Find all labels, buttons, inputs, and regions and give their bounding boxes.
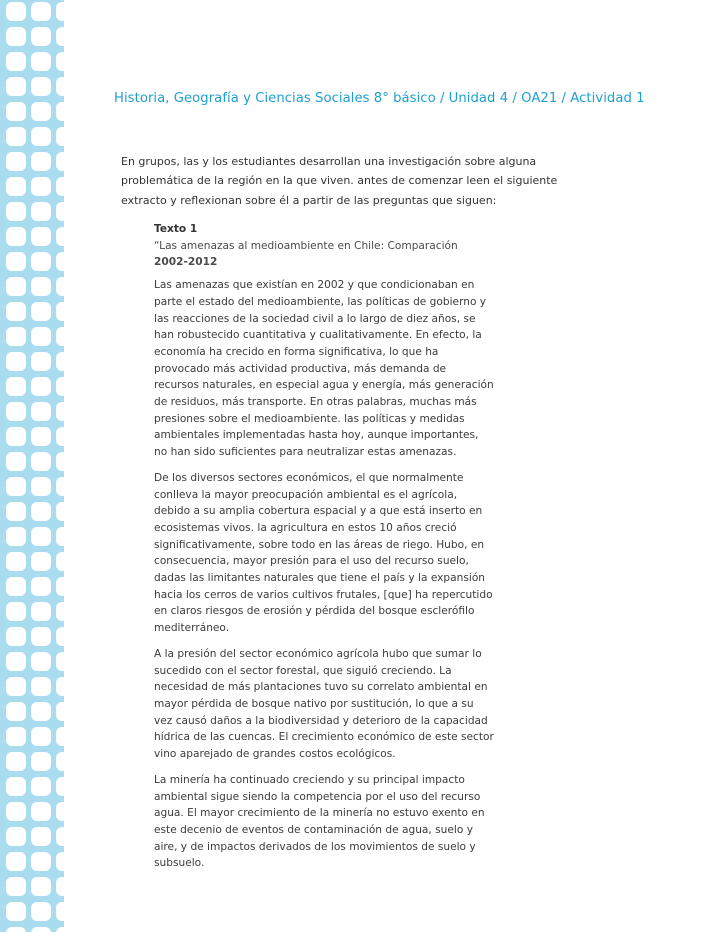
strip-square	[56, 752, 64, 771]
strip-square	[31, 927, 51, 932]
strip-square	[56, 227, 64, 246]
strip-square	[31, 577, 51, 596]
strip-square	[6, 627, 26, 646]
strip-square	[6, 102, 26, 121]
strip-square	[31, 477, 51, 496]
strip-square	[56, 252, 64, 271]
strip-square	[56, 402, 64, 421]
strip-square	[56, 502, 64, 521]
strip-square	[31, 427, 51, 446]
strip-square	[56, 802, 64, 821]
strip-square	[56, 677, 64, 696]
strip-square	[56, 627, 64, 646]
strip-square	[6, 452, 26, 471]
strip-square	[31, 227, 51, 246]
strip-square	[56, 127, 64, 146]
excerpt-paragraph: La minería ha continuado creciendo y su principal impacto ambiental sigue siendo la competencia por el uso del recurso agua. El mayor crecimiento de la minería no estuvo exento en este decenio de eventos de contaminación de agua, suelo y aire, y de impactos derivados de los movimientos de suelo y subsuelo.	[154, 773, 485, 870]
decorative-side-strip	[0, 0, 64, 932]
strip-square	[6, 802, 26, 821]
strip-square	[31, 302, 51, 321]
excerpt-paragraph: A la presión del sector económico agrícola hubo que sumar lo sucedido con el sector forestal, que siguió creciendo. La necesidad de más plantaciones tuvo su correlato ambiental en mayor pérdida de bosque nativo por sustitución, lo que a su vez causó daños a la biodiversidad y deterioro de la capacidad hídrica de las cuencas. El crecimiento económico de este sector vino aparejado de grandes costos ecológicos.	[154, 647, 494, 761]
intro-paragraph: En grupos, las y los estudiantes desarrollan una investigación sobre alguna problemática de la región en la que viven. antes de comenzar leen el siguiente extracto y reflexionan sobre él a partir de las preguntas que siguen:	[121, 155, 558, 207]
text-label: Texto 1	[154, 223, 198, 235]
strip-square	[6, 752, 26, 771]
strip-square	[6, 352, 26, 371]
strip-square	[6, 52, 26, 71]
strip-square	[31, 627, 51, 646]
strip-square	[56, 377, 64, 396]
strip-square	[6, 927, 26, 932]
strip-square	[6, 2, 26, 21]
strip-square	[6, 77, 26, 96]
strip-square	[31, 27, 51, 46]
strip-square	[56, 552, 64, 571]
strip-square	[56, 777, 64, 796]
breadcrumb: Historia, Geografía y Ciencias Sociales 8° básico / Unidad 4 / OA21 / Actividad 1	[114, 91, 645, 106]
strip-square	[31, 52, 51, 71]
strip-square	[6, 152, 26, 171]
strip-square	[56, 577, 64, 596]
strip-square	[31, 802, 51, 821]
strip-square	[31, 327, 51, 346]
strip-square	[31, 727, 51, 746]
strip-square	[56, 52, 64, 71]
strip-square	[31, 402, 51, 421]
strip-square	[31, 452, 51, 471]
text-excerpt	[154, 221, 494, 881]
instructions	[121, 152, 601, 210]
strip-square	[6, 502, 26, 521]
text-title-years: 2002-2012	[154, 256, 218, 269]
strip-square	[56, 652, 64, 671]
strip-square	[56, 452, 64, 471]
strip-square	[56, 877, 64, 896]
strip-square	[56, 852, 64, 871]
strip-square	[6, 402, 26, 421]
strip-square	[56, 152, 64, 171]
strip-square	[6, 577, 26, 596]
strip-square	[6, 827, 26, 846]
strip-square	[6, 652, 26, 671]
strip-square	[56, 477, 64, 496]
strip-square	[6, 877, 26, 896]
strip-square	[56, 427, 64, 446]
strip-square	[6, 327, 26, 346]
strip-square	[31, 77, 51, 96]
strip-square	[6, 27, 26, 46]
strip-square	[6, 177, 26, 196]
strip-square	[31, 152, 51, 171]
strip-square	[31, 277, 51, 296]
strip-square	[31, 677, 51, 696]
strip-square	[6, 852, 26, 871]
strip-square	[31, 877, 51, 896]
strip-square	[31, 127, 51, 146]
strip-square	[56, 902, 64, 921]
strip-square	[56, 27, 64, 46]
excerpt-paragraph: Las amenazas que existían en 2002 y que condicionaban en parte el estado del medioambiente, las políticas de gobierno y las reacciones de la sociedad civil a lo largo de diez años, se han robustecido cuantitativa y cualitativamente. En efecto, la economía ha crecido en forma significativa, lo que ha provocado más actividad productiva, más demanda de recursos naturales, en especial agua y energía, más generación de residuos, más transporte. En otras palabras, muchas más presiones sobre el medioambiente. las políticas y medidas ambientales implementadas hasta hoy, aunque importantes, no han sido suficientes para neutralizar estas amenazas.	[154, 279, 494, 459]
strip-square	[6, 202, 26, 221]
strip-square	[31, 2, 51, 21]
strip-square	[31, 252, 51, 271]
strip-square	[56, 302, 64, 321]
strip-square	[31, 852, 51, 871]
strip-square	[6, 477, 26, 496]
strip-square	[6, 552, 26, 571]
strip-square	[56, 727, 64, 746]
strip-square	[56, 202, 64, 221]
strip-square	[56, 827, 64, 846]
strip-square	[31, 527, 51, 546]
strip-square	[6, 227, 26, 246]
strip-square	[31, 652, 51, 671]
strip-square	[31, 602, 51, 621]
strip-square	[56, 277, 64, 296]
strip-square	[6, 302, 26, 321]
text-title: “Las amenazas al medioambiente en Chile: Comparación	[154, 239, 458, 252]
strip-square	[56, 102, 64, 121]
strip-square	[6, 277, 26, 296]
strip-square	[6, 677, 26, 696]
strip-square	[56, 2, 64, 21]
strip-square	[56, 327, 64, 346]
strip-square	[31, 902, 51, 921]
strip-square	[56, 352, 64, 371]
strip-square	[31, 177, 51, 196]
strip-square	[31, 777, 51, 796]
excerpt-paragraph: De los diversos sectores económicos, el que normalmente conlleva la mayor preocupación ambiental es el agrícola, debido a su amplia cobertura espacial y a que está inserto en ecosistemas vivos. la agricultura en estos 10 años creció significativamente, sobre todo en las áreas de riego. Hubo, en consecuencia, mayor presión para el uso del recurso suelo, dadas las limitantes naturales que tiene el país y la expansión hacia los cerros de varios cultivos frutales, [que] ha repercutido en claros riesgos de erosión y pérdida del bosque esclerófilo mediterráneo.	[154, 471, 493, 635]
strip-square	[56, 927, 64, 932]
strip-square	[6, 902, 26, 921]
strip-square	[31, 102, 51, 121]
strip-square	[6, 777, 26, 796]
strip-square	[31, 352, 51, 371]
strip-square	[31, 502, 51, 521]
strip-square	[31, 752, 51, 771]
strip-square	[6, 427, 26, 446]
strip-square	[56, 702, 64, 721]
strip-square	[56, 77, 64, 96]
strip-square	[31, 552, 51, 571]
strip-square	[6, 127, 26, 146]
strip-square	[56, 527, 64, 546]
strip-square	[6, 727, 26, 746]
strip-square	[6, 602, 26, 621]
strip-square	[56, 177, 64, 196]
strip-square	[6, 527, 26, 546]
strip-square	[31, 827, 51, 846]
strip-square	[31, 202, 51, 221]
strip-square	[31, 377, 51, 396]
strip-square	[56, 602, 64, 621]
strip-square	[6, 377, 26, 396]
strip-square	[31, 702, 51, 721]
strip-square	[6, 252, 26, 271]
strip-square	[6, 702, 26, 721]
